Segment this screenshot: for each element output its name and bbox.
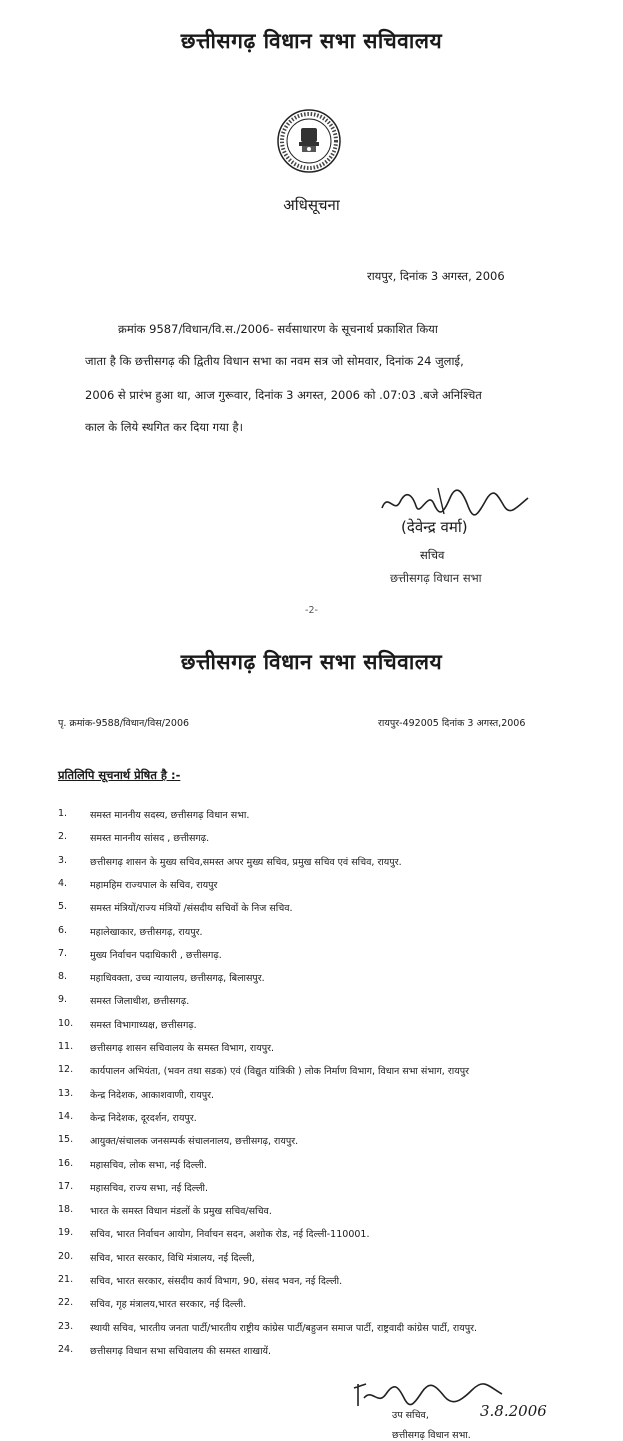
- recipient-text: समस्त माननीय सदस्य, छत्तीसगढ़ विधान सभा.: [90, 810, 250, 821]
- page1-signatory-name: (देवेन्द्र वर्मा): [401, 518, 468, 536]
- recipient-text: आयुक्त/संचालक जनसम्पर्क संचालनालय, छत्तीसगढ़, रायपुर.: [90, 1136, 299, 1147]
- page1-body-line: क्रमांक 9587/विधान/वि.स./2006- सर्वसाधारण के सूचनार्थ प्रकाशित किया: [118, 322, 438, 336]
- recipient-text: छत्तीसगढ़ शासन सचिवालय के समस्त विभाग, रायपुर.: [90, 1043, 275, 1054]
- recipient-text: छत्तीसगढ़ शासन के मुख्य सचिव,समस्त अपर मुख्य सचिव, प्रमुख सचिव एवं सचिव, रायपुर.: [90, 857, 402, 868]
- page2-signatory-post: उप सचिव,: [392, 1410, 429, 1421]
- recipient-text: सचिव, भारत सरकार, संसदीय कार्य विभाग, 90, संसद भवन, नई दिल्ली.: [90, 1276, 343, 1287]
- recipient-number: 5.: [58, 901, 68, 912]
- recipient-number: 10.: [58, 1018, 74, 1029]
- recipient-text: महामहिम राज्यपाल के सचिव, रायपुर: [90, 880, 218, 891]
- recipient-number: 4.: [58, 878, 68, 889]
- recipient-text: समस्त माननीय सांसद , छत्तीसगढ़.: [90, 833, 210, 844]
- recipient-text: छत्तीसगढ़ विधान सभा सचिवालय की समस्त शाखायें.: [90, 1346, 272, 1357]
- recipient-text: केन्द्र निदेशक, दूरदर्शन, रायपुर.: [90, 1113, 197, 1124]
- recipient-text: समस्त विभागाध्यक्ष, छत्तीसगढ़.: [90, 1020, 197, 1031]
- page1-place-date: रायपुर, दिनांक 3 अगस्त, 2006: [367, 269, 505, 283]
- recipient-number: 14.: [58, 1111, 74, 1122]
- recipient-text: सचिव, भारत सरकार, विधि मंत्रालय, नई दिल्ली,: [90, 1253, 255, 1264]
- recipient-text: समस्त जिलाधीश, छत्तीसगढ़.: [90, 996, 190, 1007]
- recipient-number: 21.: [58, 1274, 74, 1285]
- recipient-number: 16.: [58, 1158, 74, 1169]
- recipient-text: सचिव, गृह मंत्रालय,भारत सरकार, नई दिल्ली.: [90, 1299, 247, 1310]
- page1-body-line: जाता है कि छत्तीसगढ़ की द्वितीय विधान सभा का नवम सत्र जो सोमवार, दिनांक 24 जुलाई,: [85, 354, 464, 368]
- recipient-number: 8.: [58, 971, 68, 982]
- page1-body-line: 2006 से प्रारंभ हुआ था, आज गुरूवार, दिनांक 3 अगस्त, 2006 को .07:03 .बजे अनिश्चित: [85, 388, 482, 402]
- recipient-number: 1.: [58, 808, 68, 819]
- recipient-text: भारत के समस्त विधान मंडलों के प्रमुख सचिव/सचिव.: [90, 1206, 272, 1217]
- page2-title: छत्तीसगढ़ विधान सभा सचिवालय: [180, 650, 443, 674]
- recipient-text: महालेखाकार, छत्तीसगढ़, रायपुर.: [90, 927, 203, 938]
- recipient-number: 20.: [58, 1251, 74, 1262]
- recipient-number: 19.: [58, 1227, 74, 1238]
- recipient-number: 24.: [58, 1344, 74, 1355]
- recipient-number: 3.: [58, 855, 68, 866]
- page-number: -2-: [305, 605, 318, 616]
- page2-signatory-org: छत्तीसगढ़ विधान सभा.: [392, 1430, 471, 1441]
- recipient-number: 9.: [58, 994, 68, 1005]
- recipient-text: समस्त मंत्रियों/राज्य मंत्रियों /संसदीय सचिवों के निज सचिव.: [90, 903, 293, 914]
- recipient-text: कार्यपालन अभियंता, (भवन तथा सडक) एवं (विद्युत यांत्रिकी ) लोक निर्माण विभाग, विधान सभा संभाग, रायपुर: [90, 1066, 469, 1077]
- page1-signatory-post: सचिव: [420, 548, 445, 562]
- recipient-text: स्थायी सचिव, भारतीय जनता पार्टी/भारतीय राष्ट्रीय कांग्रेस पार्टी/बहुजन समाज पार्टी, राष्ट्रवादी कांग्रेस पार्टी, रायपुर.: [90, 1323, 477, 1334]
- recipient-text: महासचिव, लोक सभा, नई दिल्ली.: [90, 1160, 207, 1171]
- page2-signature-date: 3.8.2006: [480, 1402, 547, 1420]
- recipient-number: 15.: [58, 1134, 74, 1145]
- recipient-text: सचिव, भारत निर्वाचन आयोग, निर्वाचन सदन, अशोक रोड, नई दिल्ली-110001.: [90, 1229, 370, 1240]
- page2-ref-number: पृ. क्रमांक-9588/विधान/विस/2006: [58, 718, 190, 729]
- recipient-number: 22.: [58, 1297, 74, 1308]
- recipient-number: 17.: [58, 1181, 74, 1192]
- recipient-number: 7.: [58, 948, 68, 959]
- recipient-number: 11.: [58, 1041, 74, 1052]
- page2-ref-place-date: रायपुर-492005 दिनांक 3 अगस्त,2006: [378, 718, 526, 729]
- signature-image: [378, 484, 538, 520]
- recipient-number: 13.: [58, 1088, 74, 1099]
- recipient-number: 18.: [58, 1204, 74, 1215]
- recipient-text: केन्द्र निदेशक, आकाशवाणी, रायपुर.: [90, 1090, 215, 1101]
- page1-body-line: काल के लिये स्थगित कर दिया गया है।: [85, 420, 243, 434]
- page1-title: छत्तीसगढ़ विधान सभा सचिवालय: [180, 29, 443, 53]
- recipient-text: मुख्य निर्वाचन पदाधिकारी , छत्तीसगढ़.: [90, 950, 222, 961]
- page1-signatory-org: छत्तीसगढ़ विधान सभा: [390, 571, 482, 585]
- recipient-number: 12.: [58, 1064, 74, 1075]
- recipient-number: 6.: [58, 925, 68, 936]
- recipient-number: 2.: [58, 831, 68, 842]
- copy-heading: प्रतिलिपि सूचनार्थ प्रेषित है :-: [58, 768, 181, 782]
- recipient-text: महाधिवक्ता, उच्च न्यायालय, छत्तीसगढ़, बिलासपुर.: [90, 973, 265, 984]
- recipient-text: महासचिव, राज्य सभा, नई दिल्ली.: [90, 1183, 209, 1194]
- recipient-number: 23.: [58, 1321, 74, 1332]
- page1-heading: अधिसूचना: [283, 196, 340, 214]
- seal-emblem-icon: [276, 108, 342, 174]
